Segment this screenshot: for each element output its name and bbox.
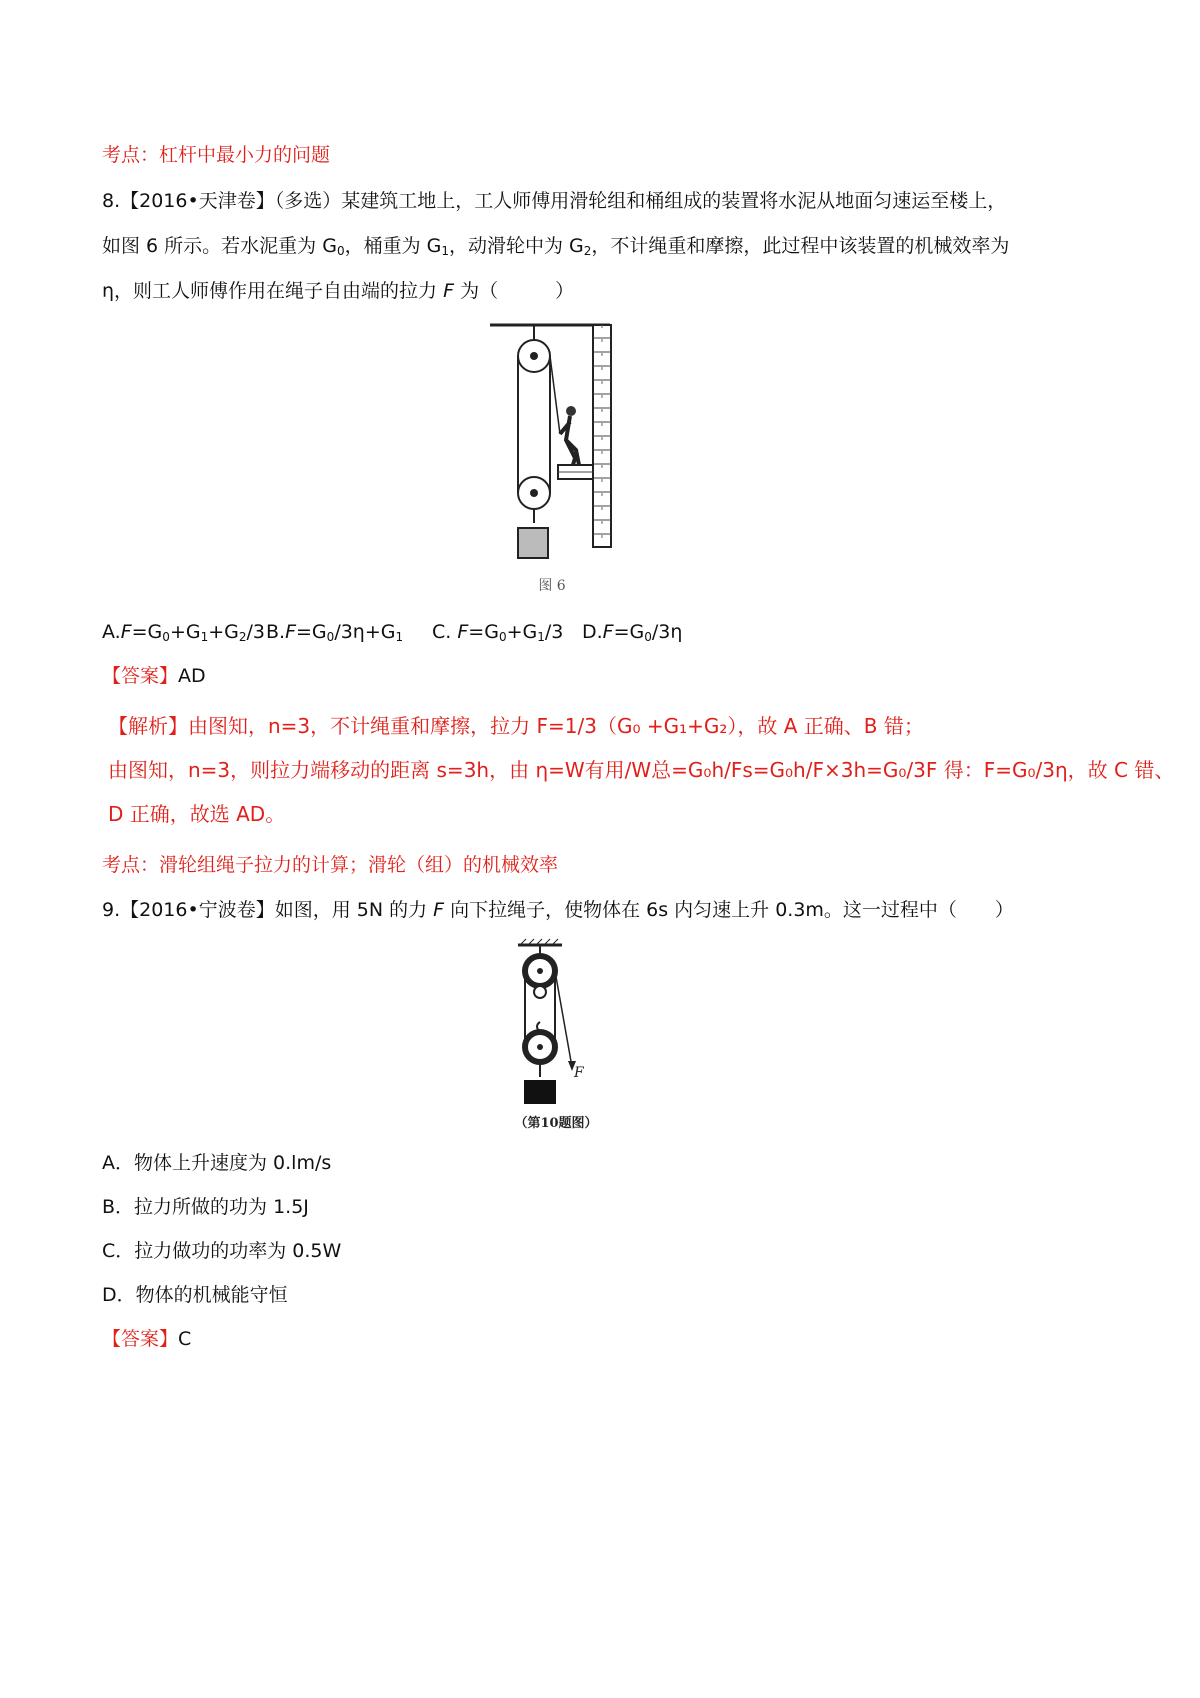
q8-analysis-line1: 【解析】由图知，n=3，不计绳重和摩擦，拉力 F=1/3（G₀ +G₁+G₂），故 A 正确、B 错； [108,714,924,738]
brick-wall [593,325,611,547]
worker-figure [560,406,579,465]
q8-option-b: $B.F=G_0/3\eta+G_1$ [266,621,404,644]
q9-option-a: A．物体上升速度为 0.lm/s [102,1152,332,1174]
q8-stem-line2: 如图 6 所示。若水泥重为 $G_0$，桶重为 $G_1$，动滑轮中为 $G_2$，不计绳重和摩擦，此过程中该装置的机械效率为 [102,235,1010,258]
lower-pulley [525,1022,555,1077]
force-label: F [574,1065,584,1081]
q8-stem-line1: 8.【2016•天津卷】（多选）某建筑工地上，工人师傅用滑轮组和桶组成的装置将水泥从地面匀速运至楼上， [102,190,1007,212]
q9-answer: 【答案】C [102,1328,192,1350]
load-block [524,1080,556,1104]
q8-stem-line3: η，则工人师傅作用在绳子自由端的拉力 F 为（ ） [102,280,575,302]
q8-figure-pulley-building [480,318,630,596]
q9-option-c: C．拉力做功的功率为 0.5W [102,1240,342,1262]
q8-analysis-line2: 由图知，n=3，则拉力端移动的距离 s=3h，由 η=W有用/W总=G₀h/Fs=G₀h/F×3h=G₀/3F 得：F=G₀/3η，故 C 错、 [108,758,1175,782]
movable-pulley [518,477,550,523]
q9-option-d: D．物体的机械能守恒 [102,1284,288,1306]
q9-figure-pulley-system [500,937,620,1137]
q8-analysis-line3: D 正确，故选 AD。 [108,802,286,826]
figure6-caption: 图 6 [538,578,566,594]
figure10-caption: （第10题图） [514,1116,598,1131]
cement-bucket [518,528,548,558]
q8-option-c: C. $F=G_0+G_1/3$ [432,621,564,644]
q8-kaodian: 考点：滑轮组绳子拉力的计算；滑轮（组）的机械效率 [102,854,559,876]
q9-stem: 9.【2016•宁波卷】如图，用 5N 的力 F 向下拉绳子，使物体在 6s 内匀速上升 0.3m。这一过程中（ ） [102,899,1014,921]
rope [518,356,560,493]
q8-option-a: $A.F=G_0+G_1+G_2/3$ [102,621,266,644]
q9-option-b: B．拉力所做的功为 1.5J [102,1196,309,1218]
kaodian-lever: 考点：杠杆中最小力的问题 [102,144,331,166]
upper-pulley [525,956,555,998]
q8-option-d: $D.F=G_0/3\eta$ [582,621,683,644]
platform [558,465,593,479]
fixed-pulley [518,325,550,372]
q8-answer: 【答案】AD [102,665,206,687]
